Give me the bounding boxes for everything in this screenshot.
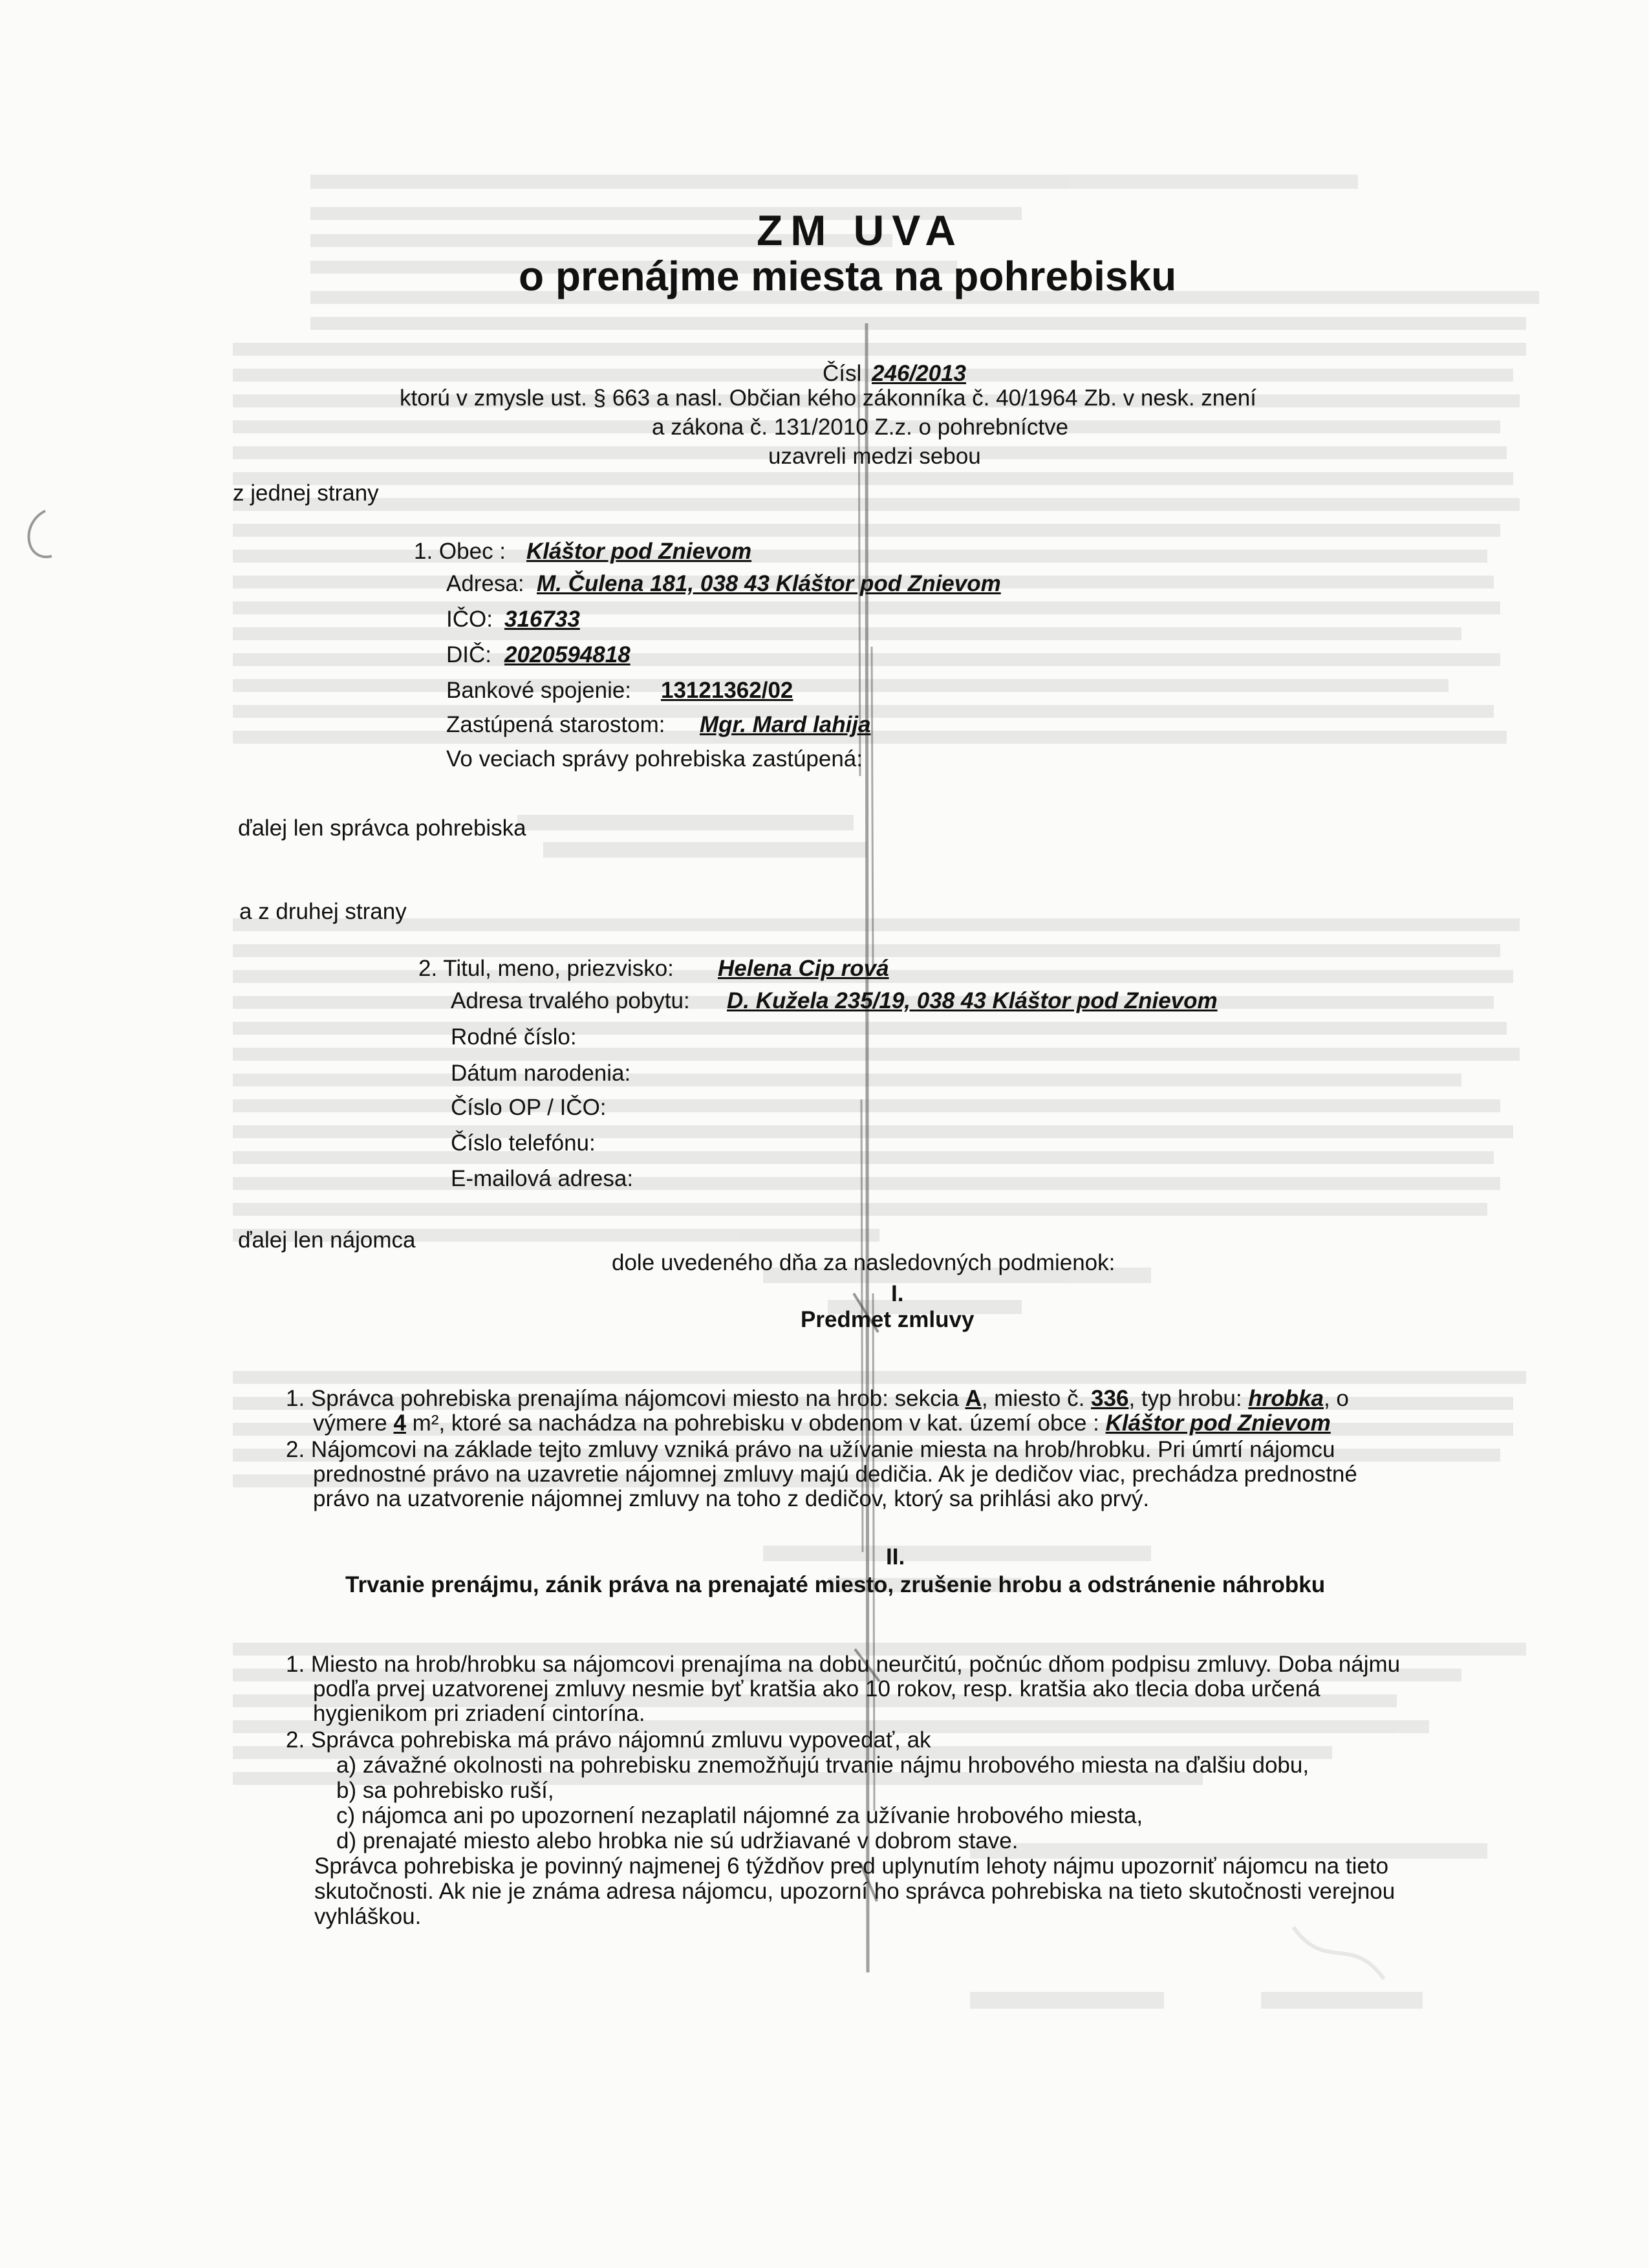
section-1-item-2-line-1: 2. Nájomcovi na základe tejto zmluvy vzniká právo na užívanie miesta na hrob/hrobku. Pri úmrtí nájomcu (286, 1437, 1335, 1462)
katastr-value: Kláštor pod Znievom (1105, 1410, 1331, 1436)
section-1-heading: Predmet zmluvy (801, 1307, 975, 1332)
document-subtitle: o prenájme miesta na pohrebisku (519, 253, 1177, 299)
section-1-item-2-line-3: právo na uzatvorenie nájomnej zmluvy na toho z dedičov, ktorý sa prihlási ako prvý. (313, 1486, 1150, 1511)
legal-basis-line-3: uzavreli medzi sebou (768, 444, 981, 469)
trvaly-pobyt-label: Adresa trvalého pobytu: (451, 988, 690, 1013)
adresa-label: Adresa: (446, 571, 524, 596)
miesto-value: 336 (1091, 1386, 1129, 1411)
section-2-numeral: II. (886, 1544, 905, 1570)
legal-basis-line-2: a zákona č. 131/2010 Z.z. o pohrebníctve (652, 415, 1069, 440)
section-2-item-1-line-1: 1. Miesto na hrob/hrobku sa nájomcovi prenajíma na dobu neurčitú, počnúc dňom podpisu zmluvy. Doba nájmu (286, 1652, 1401, 1677)
contract-number-label: Čísl (823, 361, 862, 386)
scan-mark (13, 498, 71, 576)
section-2-item-2-a: a) závažné okolnosti na pohrebisku znemožňujú trvanie nájmu hrobového miesta na ďalšiu dobu, (336, 1753, 1310, 1778)
section-1-item-2-line-2: prednostné právo na uzavretie nájomnej zmluvy majú dedičia. Ak je dedičov viac, prechádza prednostné (313, 1462, 1357, 1487)
dic-label: DIČ: (446, 642, 491, 667)
cislo-op-label: Číslo OP / IČO: (451, 1095, 607, 1120)
section-2-paragraph-line-2: skutočnosti. Ak nie je známa adresa nájomcu, upozorní ho správca pohrebiska na tieto skutočnosti verejnou (314, 1879, 1396, 1904)
meno-label: 2. Titul, meno, priezvisko: (418, 956, 674, 981)
party-one-side-label: z jednej strany (233, 481, 379, 506)
veci-spravy-label: Vo veciach správy pohrebiska zastúpená: (446, 746, 863, 772)
obec-value: Kláštor pod Znievom (526, 539, 752, 564)
party-two-role: ďalej len nájomca (238, 1227, 416, 1253)
section-1-item-1-line-1: 1. Správca pohrebiska prenajíma nájomcovi miesto na hrob: sekcia A, miesto č. 336, typ hrobu: hrobka, o (286, 1386, 1349, 1411)
party-one-role: ďalej len správca pohrebiska (238, 815, 526, 841)
cislo-telefonu-label: Číslo telefónu: (451, 1130, 596, 1156)
section-1-item-1-line-2: výmere 4 m², ktoré sa nachádza na pohrebisku v obdenom v kat. území obce : Kláštor pod Znievom (313, 1410, 1331, 1436)
datum-narodenia-label: Dátum narodenia: (451, 1061, 631, 1086)
section-2-heading: Trvanie prenájmu, zánik práva na prenajaté miesto, zrušenie hrobu a odstránenie náhrobku (345, 1572, 1326, 1597)
document-title: ZM UVA (757, 206, 964, 254)
legal-basis-line-1: ktorú v zmysle ust. § 663 a nasl. Občian kého zákonníka č. 40/1964 Zb. v nesk. znení (400, 385, 1256, 411)
obec-label: 1. Obec : (414, 539, 506, 564)
section-2-item-2-b: b) sa pohrebisko ruší, (336, 1778, 554, 1803)
adresa-value: M. Čulena 181, 038 43 Kláštor pod Znievom (537, 571, 1001, 596)
rodne-cislo-label: Rodné číslo: (451, 1024, 577, 1050)
meno-value: Helena Cip rová (718, 956, 889, 981)
section-2-item-2-line-1: 2. Správca pohrebiska má právo nájomnú zmluvu vypovedať, ak (286, 1727, 931, 1753)
bank-label: Bankové spojenie: (446, 678, 632, 703)
party-two-side-label: a z druhej strany (239, 899, 407, 924)
zastupena-label: Zastúpená starostom: (446, 712, 665, 737)
section-2-paragraph-line-1: Správca pohrebiska je povinný najmenej 6 týždňov pred uplynutím lehoty nájmu upozorniť nájomcu na tieto (314, 1853, 1389, 1879)
zastupena-value: Mgr. Mard lahija (700, 712, 871, 737)
sekcia-value: A (965, 1386, 982, 1411)
section-2-item-1-line-3: hygienikom pri zriadení cintorína. (313, 1701, 645, 1726)
typ-hrobu-value: hrobka (1248, 1386, 1324, 1411)
section-2-paragraph-line-3: vyhláškou. (314, 1904, 422, 1929)
dic-value: 2020594818 (504, 642, 630, 667)
trvaly-pobyt-value: D. Kužela 235/19, 038 43 Kláštor pod Znievom (727, 988, 1218, 1013)
vymera-value: 4 (393, 1410, 406, 1436)
ico-label: IČO: (446, 607, 493, 632)
section-2-item-1-line-2: podľa prvej uzatvorenej zmluvy nesmie byť kratšia ako 10 rokov, resp. kratšia ako tlecia doba určená (313, 1676, 1320, 1701)
section-1-numeral: I. (891, 1281, 904, 1306)
section-2-item-2-d: d) prenajaté miesto alebo hrobka nie sú udržiavané v dobrom stave. (336, 1828, 1018, 1853)
conditions-intro: dole uvedeného dňa za nasledovných podmienok: (612, 1250, 1116, 1275)
email-label: E-mailová adresa: (451, 1166, 634, 1191)
ico-value: 316733 (504, 607, 580, 632)
bank-value: 13121362/02 (661, 678, 793, 703)
contract-number: 246/2013 (872, 361, 966, 386)
section-2-item-2-c: c) nájomca ani po upozornení nezaplatil nájomné za užívanie hrobového miesta, (336, 1803, 1143, 1828)
